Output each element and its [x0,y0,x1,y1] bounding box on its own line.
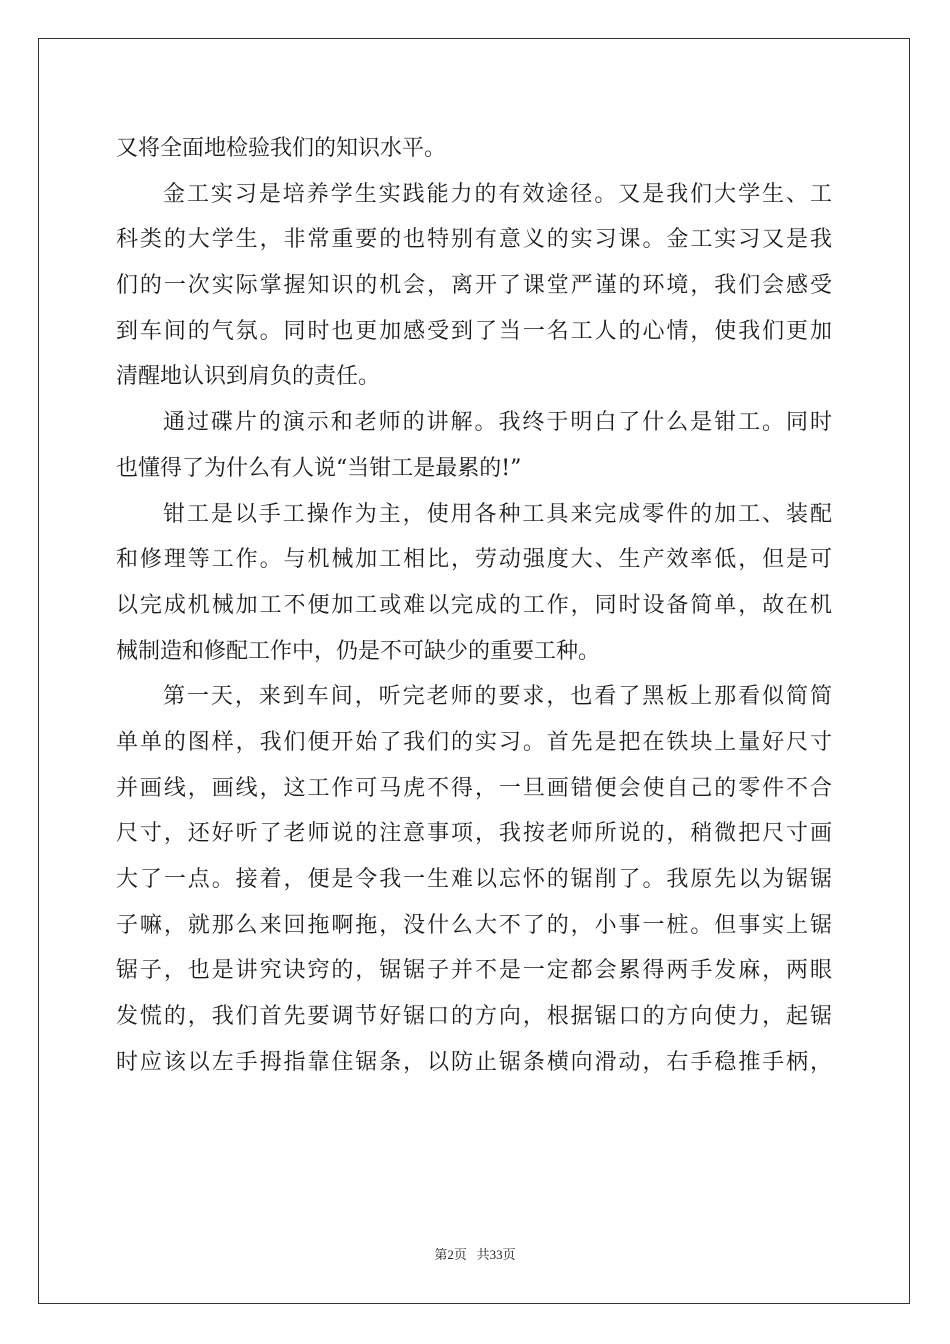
text-line: 又将全面地检验我们的知识水平。 [116,136,447,161]
text-line: 第一天，来到车间，听完老师的要求，也看了黑板上那看似简简 [163,684,832,710]
text-line: 和修理等工作。与机械加工相比，劳动强度大、生产效率低，但是可 [116,547,832,573]
text-line: 大了一点。接着，便是令我一生难以忘怀的锯削了。我原先以为锯锯 [116,867,832,892]
text-line: 钳工是以手工操作为主，使用各种工具来完成零件的加工、装配 [163,501,832,527]
text-line: 尺寸，还好听了老师说的注意事项，我按老师所说的，稍微把尺寸画 [116,821,832,847]
document-body [116,126,832,1085]
text-line: 械制造和修配工作中，仍是不可缺少的重要工种。 [116,638,601,664]
text-line: 们的一次实际掌握知识的机会，离开了课堂严谨的环境，我们会感受 [116,273,832,299]
text-line: 也懂得了为什么有人说“当钳工是最累的!” [116,455,522,481]
text-line: 锯子，也是讲究诀窍的，锯锯子并不是一定都会累得两手发麻，两眼 [116,958,832,984]
text-line: 时应该以左手拇指靠住锯条，以防止锯条横向滑动，右手稳推手柄， [116,1049,832,1075]
text-line: 金工实习是培养学生实践能力的有效途径。又是我们大学生、工 [163,181,832,207]
text-line: 通过碟片的演示和老师的讲解。我终于明白了什么是钳工。同时 [163,410,832,436]
text-line: 发慌的，我们首先要调节好锯口的方向，根据锯口的方向使力，起锯 [116,1004,832,1030]
text-line: 到车间的气氛。同时也更加感受到了当一名工人的心情，使我们更加 [116,318,832,344]
text-line: 以完成机械加工不便加工或难以完成的工作，同时设备简单，故在机 [116,592,832,618]
text-line: 清醒地认识到肩负的责任。 [116,364,381,390]
page-number-footer: 第2页 共33页 [434,1247,516,1262]
text-line: 科类的大学生，非常重要的也特别有意义的实习课。金工实习又是我 [116,227,832,253]
text-line: 单单的图样，我们便开始了我们的实习。首先是把在铁块上量好尺寸 [116,729,832,755]
text-line: 子嘛，就那么来回拖啊拖，没什么大不了的，小事一桩。但事实上锯 [116,912,832,938]
text-line: 并画线，画线，这工作可马虎不得，一旦画错便会使自己的零件不合 [116,775,832,801]
